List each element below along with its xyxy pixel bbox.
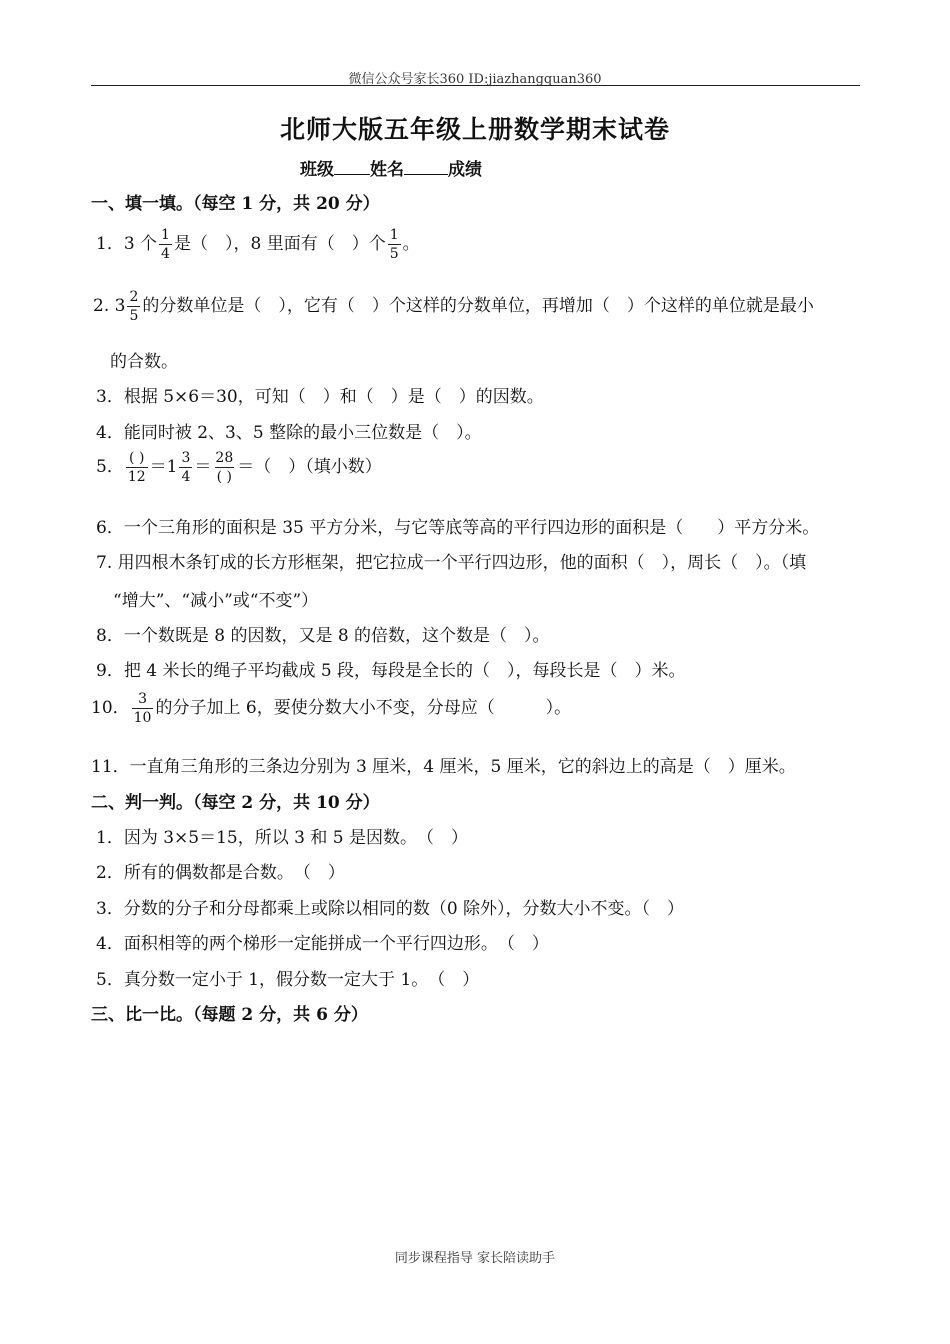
score-label: 成绩 [448, 160, 482, 180]
fill-question-9: 9．把 4 米长的绳子平均截成 5 段，每段是全长的（ ），每段长是（ ）米。 [96, 661, 686, 681]
fraction: $\frac{28}{( )}$ [215, 450, 234, 485]
page-title: 北师大版五年级上册数学期末试卷 [279, 115, 670, 144]
fill-question-2-cont: 的合数。 [110, 352, 178, 372]
section-judge-heading: 二、判一判。（每空 2 分，共 10 分） [91, 793, 380, 813]
name-blank [404, 160, 448, 175]
fill-question-8: 8．一个数既是 8 的因数，又是 8 的倍数，这个数是（ ）。 [96, 626, 550, 646]
name-label: 姓名 [370, 160, 404, 180]
fraction: $\frac{3}{10}$ [133, 691, 152, 726]
judge-question-2: 2．所有的偶数都是合数。 （ ） [96, 863, 345, 883]
fill-question-2: 2. 3 $\frac{2}{5}$ 的分数单位是（ ），它有（ ）个这样的分数单位，再增加（ ）个这样的单位就是最小 [93, 289, 814, 324]
page-header: 微信公众号家长360 ID:jiazhangquan360 [348, 72, 602, 87]
fill-question-5: 5． $\frac{( )}{12}$ ＝1 $\frac{3}{4}$ ＝ $\frac{28}{( )}$ ＝（ ）（填小数） [96, 450, 382, 485]
fraction: $\frac{2}{5}$ [129, 289, 139, 324]
fraction: $\frac{3}{4}$ [181, 450, 191, 485]
fraction: $\frac{1}{4}$ [161, 227, 170, 262]
fill-question-7-cont: “增大”、“减小”或“不变”） [113, 591, 319, 611]
judge-question-3: 3．分数的分子和分母都乘上或除以相同的数（0 除外），分数大小不变。（ ） [96, 899, 685, 919]
fill-question-11: 11．一直角三角形的三条边分别为 3 厘米，4 厘米，5 厘米，它的斜边上的高是（ ）厘米。 [91, 757, 796, 777]
student-info-line [300, 155, 482, 180]
class-label: 班级 [300, 160, 334, 180]
judge-question-4: 4．面积相等的两个梯形一定能拼成一个平行四边形。 （ ） [96, 934, 549, 954]
fill-question-7: 7. 用四根木条钉成的长方形框架，把它拉成一个平行四边形，他的面积（ ），周长（ ）。（填 [96, 553, 807, 573]
fill-question-1: 1．3 个 $\frac{1}{4}$ 是（ ），8 里面有（ ）个 $\frac{1}{5}$ 。 [96, 227, 420, 262]
page-footer: 同步课程指导 家长陪读助手 [394, 1251, 556, 1266]
fill-question-3: 3．根据 5×6＝30，可知（ ）和（ ）是（ ）的因数。 [96, 387, 544, 407]
fill-question-4: 4．能同时被 2、3、5 整除的最小三位数是（ ）。 [96, 423, 482, 443]
class-blank [334, 160, 370, 175]
section-compare-heading: 三、比一比。（每题 2 分，共 6 分） [91, 1005, 368, 1025]
fraction: $\frac{1}{5}$ [389, 227, 399, 262]
fill-question-6: 6．一个三角形的面积是 35 平方分米，与它等底等高的平行四边形的面积是（ ）平方分米。 [96, 518, 820, 538]
header-rule [91, 85, 860, 86]
judge-question-1: 1．因为 3×5＝15，所以 3 和 5 是因数。 （ ） [96, 828, 468, 848]
section-fill-heading: 一、填一填。（每空 1 分，共 20 分） [91, 194, 380, 214]
fraction: $\frac{( )}{12}$ [127, 450, 146, 485]
fill-question-10: 10． $\frac{3}{10}$ 的分子加上 6，要使分数大小不变，分母应（ ）。 [91, 691, 572, 726]
judge-question-5: 5．真分数一定小于 1，假分数一定大于 1。 （ ） [96, 970, 480, 990]
